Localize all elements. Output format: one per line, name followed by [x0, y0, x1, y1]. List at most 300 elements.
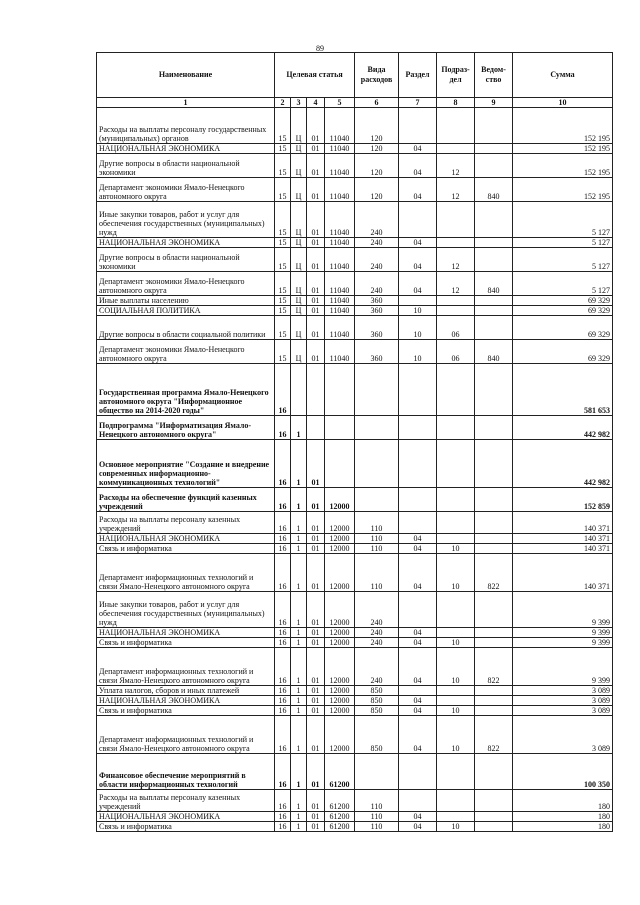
subprogram-code: 1: [291, 628, 307, 638]
department-code: [475, 108, 513, 144]
header-vid: Вида расходов: [355, 53, 399, 98]
amount: 5 127: [513, 202, 613, 238]
program-code: 16: [275, 512, 291, 534]
amount: 140 371: [513, 554, 613, 592]
amount: 152 195: [513, 154, 613, 178]
activity-code: 01: [307, 202, 325, 238]
table-row: [97, 628, 613, 638]
program-code: 16: [275, 534, 291, 544]
section-code: [399, 296, 437, 306]
expense-type: 110: [355, 822, 399, 832]
direction-code: 12000: [325, 534, 355, 544]
subprogram-code: Ц: [291, 296, 307, 306]
section-code: [399, 754, 437, 790]
amount: 3 089: [513, 706, 613, 716]
row-name: НАЦИОНАЛЬНАЯ ЭКОНОМИКА: [97, 628, 275, 638]
expense-type: 240: [355, 238, 399, 248]
expense-type: 110: [355, 544, 399, 554]
amount: 152 859: [513, 488, 613, 512]
activity-code: 01: [307, 178, 325, 202]
direction-code: 12000: [325, 488, 355, 512]
direction-code: 12000: [325, 544, 355, 554]
table-row: [97, 716, 613, 754]
department-code: 840: [475, 340, 513, 364]
expense-type: 120: [355, 154, 399, 178]
subsection-code: [437, 534, 475, 544]
row-name: Государственная программа Ямало-Ненецкого автономного округа "Информационное общество на 2014-2020 годы": [97, 364, 275, 416]
row-name: Основное мероприятие "Создание и внедрение современных информационно-коммуникационных технологий": [97, 440, 275, 488]
section-code: 10: [399, 306, 437, 316]
table-row: [97, 534, 613, 544]
subsection-code: 10: [437, 554, 475, 592]
subprogram-code: 1: [291, 822, 307, 832]
table-row: [97, 696, 613, 706]
table-row: [97, 790, 613, 812]
activity-code: 01: [307, 822, 325, 832]
direction-code: 11040: [325, 316, 355, 340]
column-number: 5: [325, 98, 355, 108]
amount: 5 127: [513, 272, 613, 296]
program-code: 16: [275, 686, 291, 696]
header-razdel: Раздел: [399, 53, 437, 98]
program-code: 15: [275, 272, 291, 296]
program-code: 15: [275, 296, 291, 306]
expense-type: 850: [355, 716, 399, 754]
amount: 69 329: [513, 316, 613, 340]
table-row: [97, 812, 613, 822]
department-code: [475, 440, 513, 488]
expense-type: 120: [355, 108, 399, 144]
subprogram-code: 1: [291, 716, 307, 754]
department-code: [475, 638, 513, 648]
direction-code: 61200: [325, 822, 355, 832]
subprogram-code: 1: [291, 592, 307, 628]
department-code: [475, 822, 513, 832]
amount: 5 127: [513, 238, 613, 248]
subsection-code: [437, 202, 475, 238]
header-name: Наименование: [97, 53, 275, 98]
expense-type: [355, 488, 399, 512]
amount: 69 329: [513, 340, 613, 364]
subprogram-code: 1: [291, 534, 307, 544]
section-code: [399, 108, 437, 144]
subsection-code: [437, 696, 475, 706]
section-code: [399, 364, 437, 416]
amount: 180: [513, 812, 613, 822]
expense-type: 240: [355, 272, 399, 296]
direction-code: 11040: [325, 238, 355, 248]
program-code: 15: [275, 238, 291, 248]
table-row: [97, 706, 613, 716]
subsection-code: 10: [437, 706, 475, 716]
department-code: [475, 628, 513, 638]
activity-code: 01: [307, 648, 325, 686]
subprogram-code: Ц: [291, 306, 307, 316]
activity-code: 01: [307, 534, 325, 544]
column-number: 9: [475, 98, 513, 108]
header-row: [97, 53, 613, 98]
department-code: [475, 696, 513, 706]
column-number: 6: [355, 98, 399, 108]
subsection-code: [437, 296, 475, 306]
table-row: [97, 440, 613, 488]
subprogram-code: 1: [291, 706, 307, 716]
row-name: Другие вопросы в области социальной политики: [97, 316, 275, 340]
activity-code: 01: [307, 544, 325, 554]
direction-code: 12000: [325, 716, 355, 754]
subsection-code: 06: [437, 316, 475, 340]
row-name: СОЦИАЛЬНАЯ ПОЛИТИКА: [97, 306, 275, 316]
program-code: 16: [275, 696, 291, 706]
expense-type: 240: [355, 638, 399, 648]
subprogram-code: Ц: [291, 272, 307, 296]
subprogram-code: 1: [291, 488, 307, 512]
activity-code: 01: [307, 716, 325, 754]
subsection-code: 12: [437, 248, 475, 272]
subsection-code: 12: [437, 154, 475, 178]
department-code: [475, 686, 513, 696]
direction-code: 11040: [325, 248, 355, 272]
activity-code: 01: [307, 686, 325, 696]
table-row: [97, 416, 613, 440]
activity-code: 01: [307, 754, 325, 790]
program-code: 15: [275, 108, 291, 144]
row-name: Департамент экономики Ямало-Ненецкого автономного округа: [97, 340, 275, 364]
subsection-code: 10: [437, 716, 475, 754]
table-row: [97, 202, 613, 238]
department-code: [475, 248, 513, 272]
row-name: Расходы на выплаты персоналу казенных учреждений: [97, 512, 275, 534]
direction-code: [325, 440, 355, 488]
subsection-code: [437, 488, 475, 512]
activity-code: 01: [307, 154, 325, 178]
direction-code: 11040: [325, 144, 355, 154]
expense-type: 850: [355, 706, 399, 716]
table-row: [97, 648, 613, 686]
table-row: [97, 238, 613, 248]
direction-code: 11040: [325, 108, 355, 144]
table-row: [97, 296, 613, 306]
row-name: НАЦИОНАЛЬНАЯ ЭКОНОМИКА: [97, 534, 275, 544]
amount: 442 982: [513, 440, 613, 488]
program-code: 15: [275, 202, 291, 238]
amount: 140 371: [513, 544, 613, 554]
activity-code: 01: [307, 790, 325, 812]
department-code: [475, 706, 513, 716]
amount: 9 399: [513, 628, 613, 638]
amount: 581 653: [513, 364, 613, 416]
row-name: Департамент экономики Ямало-Ненецкого автономного округа: [97, 272, 275, 296]
subsection-code: [437, 790, 475, 812]
section-code: [399, 790, 437, 812]
department-code: 822: [475, 554, 513, 592]
direction-code: 12000: [325, 686, 355, 696]
section-code: 04: [399, 638, 437, 648]
subsection-code: [437, 306, 475, 316]
amount: 69 329: [513, 306, 613, 316]
program-code: 16: [275, 628, 291, 638]
subsection-code: 10: [437, 544, 475, 554]
expense-type: 110: [355, 812, 399, 822]
department-code: [475, 790, 513, 812]
amount: 180: [513, 822, 613, 832]
subprogram-code: Ц: [291, 248, 307, 272]
direction-code: 61200: [325, 790, 355, 812]
subsection-code: 12: [437, 272, 475, 296]
section-code: [399, 686, 437, 696]
subprogram-code: Ц: [291, 108, 307, 144]
direction-code: 12000: [325, 648, 355, 686]
department-code: [475, 306, 513, 316]
program-code: 16: [275, 754, 291, 790]
department-code: [475, 488, 513, 512]
row-name: Расходы на выплаты персоналу казенных учреждений: [97, 790, 275, 812]
amount: 152 195: [513, 108, 613, 144]
subsection-code: [437, 512, 475, 534]
expense-type: 110: [355, 534, 399, 544]
activity-code: [307, 364, 325, 416]
expense-type: 120: [355, 144, 399, 154]
row-name: Департамент информационных технологий и связи Ямало-Ненецкого автономного округа: [97, 716, 275, 754]
subsection-code: 10: [437, 638, 475, 648]
amount: 140 371: [513, 512, 613, 534]
subprogram-code: Ц: [291, 144, 307, 154]
direction-code: 12000: [325, 706, 355, 716]
direction-code: 12000: [325, 592, 355, 628]
table-row: [97, 822, 613, 832]
direction-code: 11040: [325, 306, 355, 316]
amount: 9 399: [513, 648, 613, 686]
expense-type: [355, 416, 399, 440]
program-code: 16: [275, 706, 291, 716]
header-target: Целевая статья: [275, 53, 355, 98]
direction-code: 11040: [325, 296, 355, 306]
program-code: 16: [275, 592, 291, 628]
section-code: [399, 592, 437, 628]
row-name: Департамент информационных технологий и связи Ямало-Ненецкого автономного округа: [97, 554, 275, 592]
subsection-code: [437, 238, 475, 248]
subsection-code: [437, 754, 475, 790]
subprogram-code: 1: [291, 696, 307, 706]
row-name: НАЦИОНАЛЬНАЯ ЭКОНОМИКА: [97, 696, 275, 706]
table-row: [97, 108, 613, 144]
expense-type: 240: [355, 628, 399, 638]
amount: 9 399: [513, 638, 613, 648]
expense-type: 110: [355, 790, 399, 812]
subprogram-code: 1: [291, 686, 307, 696]
activity-code: 01: [307, 628, 325, 638]
table-row: [97, 306, 613, 316]
row-name: НАЦИОНАЛЬНАЯ ЭКОНОМИКА: [97, 144, 275, 154]
program-code: 15: [275, 248, 291, 272]
department-code: [475, 592, 513, 628]
expense-type: 850: [355, 686, 399, 696]
department-code: [475, 202, 513, 238]
amount: 152 195: [513, 144, 613, 154]
expense-type: 360: [355, 296, 399, 306]
column-number: 1: [97, 98, 275, 108]
row-name: Подпрограмма "Информатизация Ямало-Ненецкого автономного округа": [97, 416, 275, 440]
department-code: [475, 534, 513, 544]
table-row: [97, 512, 613, 534]
section-code: [399, 416, 437, 440]
subprogram-code: Ц: [291, 178, 307, 202]
subprogram-code: Ц: [291, 202, 307, 238]
activity-code: 01: [307, 306, 325, 316]
amount: 3 089: [513, 716, 613, 754]
direction-code: 11040: [325, 178, 355, 202]
row-name: Связь и информатика: [97, 544, 275, 554]
department-code: [475, 316, 513, 340]
program-code: 16: [275, 812, 291, 822]
expense-type: 240: [355, 202, 399, 238]
department-code: 822: [475, 648, 513, 686]
subsection-code: [437, 440, 475, 488]
subprogram-code: 1: [291, 648, 307, 686]
expense-type: 120: [355, 178, 399, 202]
row-name: Расходы на обеспечение функций казенных учреждений: [97, 488, 275, 512]
row-name: Иные выплаты населению: [97, 296, 275, 306]
section-code: 04: [399, 628, 437, 638]
row-name: Иные закупки товаров, работ и услуг для обеспечения государственных (муниципальных) нужд: [97, 202, 275, 238]
section-code: 04: [399, 144, 437, 154]
department-code: [475, 144, 513, 154]
department-code: 840: [475, 272, 513, 296]
table-row: [97, 686, 613, 696]
row-name: Департамент экономики Ямало-Ненецкого автономного округа: [97, 178, 275, 202]
subsection-code: [437, 364, 475, 416]
subprogram-code: 1: [291, 638, 307, 648]
direction-code: 61200: [325, 754, 355, 790]
section-code: 04: [399, 544, 437, 554]
section-code: 04: [399, 554, 437, 592]
row-name: Другие вопросы в области национальной экономики: [97, 154, 275, 178]
activity-code: 01: [307, 696, 325, 706]
expense-type: [355, 364, 399, 416]
subsection-code: 12: [437, 178, 475, 202]
table-row: [97, 316, 613, 340]
activity-code: 01: [307, 488, 325, 512]
subprogram-code: 1: [291, 554, 307, 592]
department-code: [475, 544, 513, 554]
column-number: 8: [437, 98, 475, 108]
activity-code: 01: [307, 440, 325, 488]
program-code: 16: [275, 638, 291, 648]
department-code: 822: [475, 716, 513, 754]
activity-code: 01: [307, 144, 325, 154]
program-code: 16: [275, 364, 291, 416]
department-code: [475, 296, 513, 306]
subsection-code: 10: [437, 822, 475, 832]
department-code: [475, 754, 513, 790]
subprogram-code: [291, 364, 307, 416]
direction-code: 12000: [325, 696, 355, 706]
amount: 5 127: [513, 248, 613, 272]
row-name: Уплата налогов, сборов и иных платежей: [97, 686, 275, 696]
budget-table: [96, 52, 613, 832]
column-number: 4: [307, 98, 325, 108]
subsection-code: [437, 108, 475, 144]
amount: 3 089: [513, 686, 613, 696]
amount: 3 089: [513, 696, 613, 706]
amount: 9 399: [513, 592, 613, 628]
amount: 180: [513, 790, 613, 812]
table-row: [97, 144, 613, 154]
direction-code: 11040: [325, 340, 355, 364]
row-name: НАЦИОНАЛЬНАЯ ЭКОНОМИКА: [97, 238, 275, 248]
activity-code: 01: [307, 706, 325, 716]
activity-code: 01: [307, 812, 325, 822]
subsection-code: [437, 144, 475, 154]
direction-code: [325, 416, 355, 440]
department-code: 840: [475, 178, 513, 202]
activity-code: [307, 416, 325, 440]
table-row: [97, 638, 613, 648]
column-number-row: [97, 98, 613, 108]
department-code: [475, 364, 513, 416]
amount: 442 982: [513, 416, 613, 440]
program-code: 16: [275, 440, 291, 488]
program-code: 16: [275, 790, 291, 812]
direction-code: 12000: [325, 638, 355, 648]
direction-code: 11040: [325, 154, 355, 178]
direction-code: 12000: [325, 628, 355, 638]
amount: 152 195: [513, 178, 613, 202]
header-vedomstvo: Ведом- ство: [475, 53, 513, 98]
program-code: 15: [275, 340, 291, 364]
direction-code: 61200: [325, 812, 355, 822]
amount: 140 371: [513, 534, 613, 544]
program-code: 16: [275, 544, 291, 554]
section-code: 04: [399, 822, 437, 832]
subprogram-code: 1: [291, 440, 307, 488]
subprogram-code: Ц: [291, 340, 307, 364]
row-name: НАЦИОНАЛЬНАЯ ЭКОНОМИКА: [97, 812, 275, 822]
table-row: [97, 592, 613, 628]
section-code: [399, 512, 437, 534]
activity-code: 01: [307, 272, 325, 296]
subsection-code: [437, 416, 475, 440]
header-summa: Сумма: [513, 53, 613, 98]
header-podrazdel: Подраз- дел: [437, 53, 475, 98]
table-row: [97, 340, 613, 364]
expense-type: 110: [355, 512, 399, 534]
section-code: 10: [399, 340, 437, 364]
direction-code: 11040: [325, 202, 355, 238]
column-number: 3: [291, 98, 307, 108]
column-number: 10: [513, 98, 613, 108]
amount: 69 329: [513, 296, 613, 306]
section-code: [399, 440, 437, 488]
section-code: 04: [399, 238, 437, 248]
program-code: 16: [275, 822, 291, 832]
subprogram-code: 1: [291, 544, 307, 554]
column-number: 7: [399, 98, 437, 108]
activity-code: 01: [307, 108, 325, 144]
table-body: [97, 108, 613, 832]
row-name: Связь и информатика: [97, 706, 275, 716]
activity-code: 01: [307, 554, 325, 592]
activity-code: 01: [307, 238, 325, 248]
program-code: 15: [275, 178, 291, 202]
program-code: 16: [275, 716, 291, 754]
department-code: [475, 512, 513, 534]
direction-code: 12000: [325, 512, 355, 534]
activity-code: 01: [307, 638, 325, 648]
expense-type: 240: [355, 648, 399, 686]
department-code: [475, 154, 513, 178]
activity-code: 01: [307, 296, 325, 306]
